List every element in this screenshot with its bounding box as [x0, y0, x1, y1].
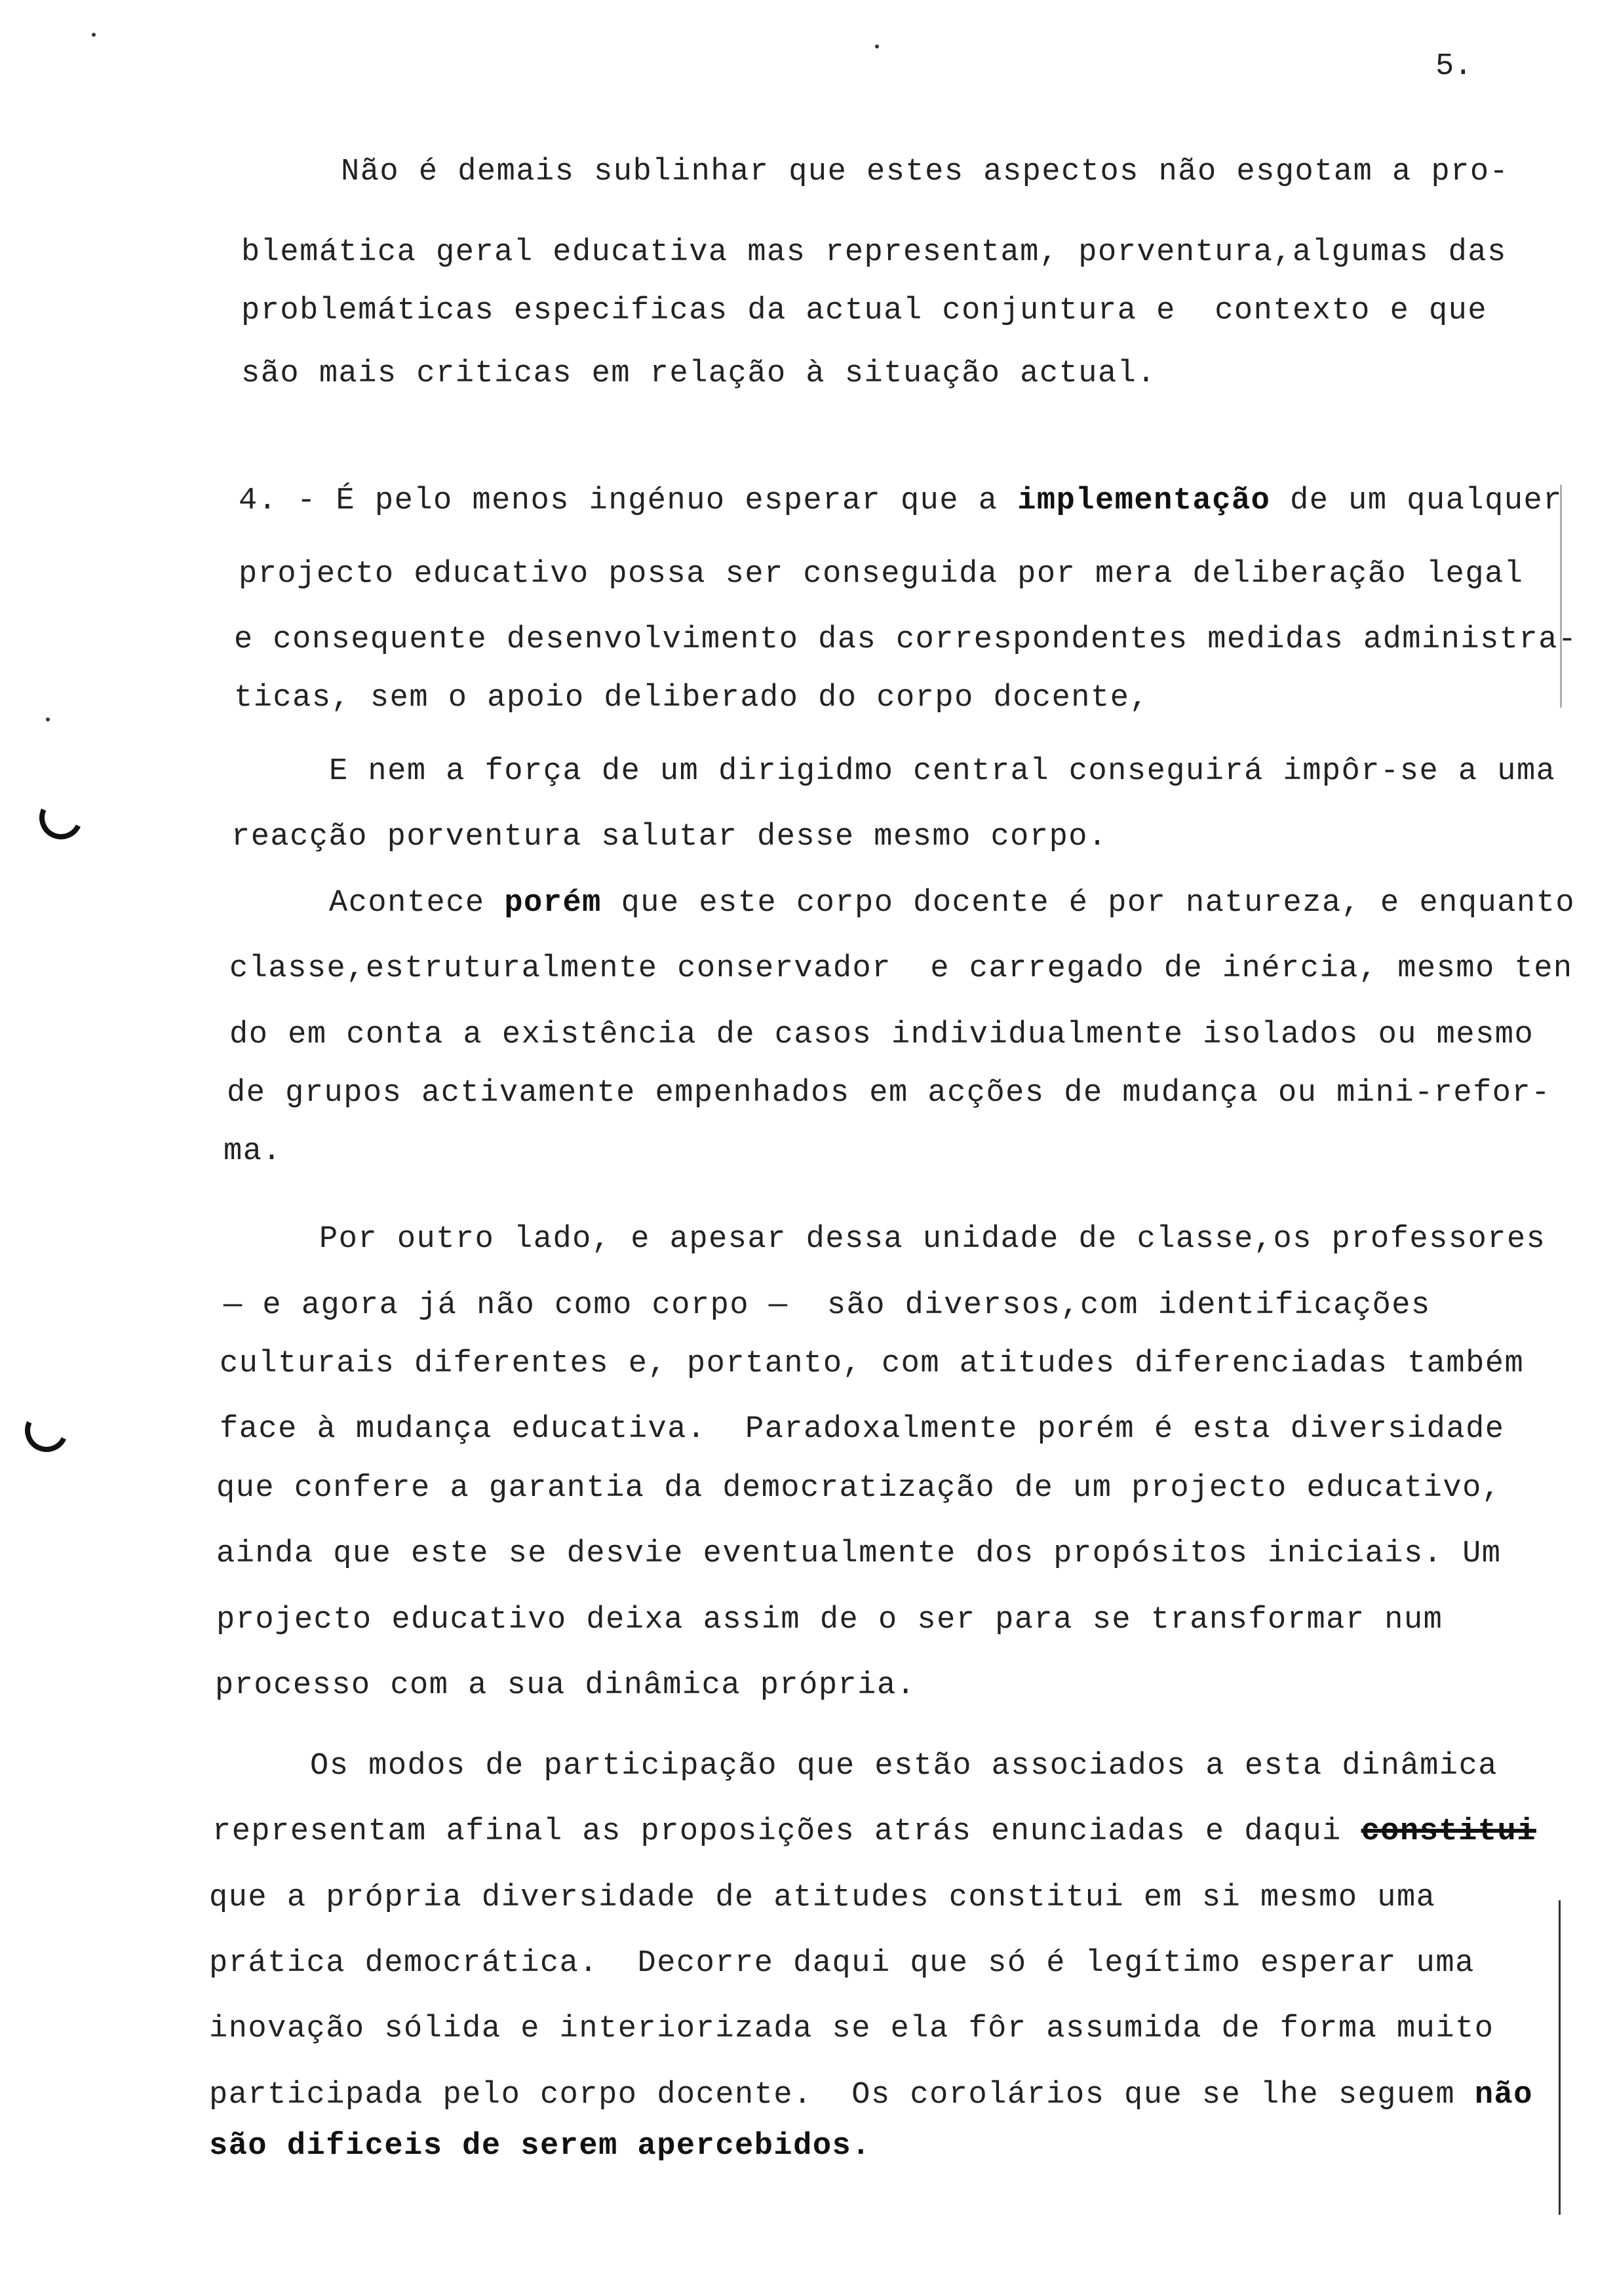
text-line	[216, 1603, 1443, 1637]
text-line	[229, 1018, 1534, 1052]
speck	[92, 33, 96, 37]
text-segment: representam afinal as proposições atrás enunciadas e daqui	[212, 1814, 1361, 1849]
margin-mark	[33, 790, 89, 846]
text-line	[216, 1471, 1502, 1506]
text-segment: ticas, sem o apoio deliberado do corpo docente,	[234, 681, 1150, 716]
text-line	[220, 1412, 1505, 1447]
text-line	[209, 1881, 1435, 1915]
text-line	[215, 1668, 916, 1703]
text-segment: projecto educativo deixa assim de o ser para se transformar num	[216, 1603, 1443, 1637]
text-segment: Por outro lado, e apesar dessa unidade de classe,os professores	[319, 1222, 1546, 1257]
text-segment: classe,estruturalmente conservador e carregado de inércia, mesmo ten	[229, 951, 1573, 986]
text-segment: Os modos de participação que estão associados a esta dinâmica	[310, 1749, 1498, 1784]
text-segment: de um qualquer	[1270, 484, 1563, 518]
text-line	[209, 1946, 1475, 1981]
text-segment: projecto educativo possa ser conseguida por mera deliberação legal	[239, 557, 1524, 592]
text-segment: ma.	[224, 1134, 282, 1169]
text-line	[216, 1537, 1502, 1571]
page-number: 5.	[1435, 49, 1473, 84]
text-segment: que confere a garantia da democratização de um projecto educativo,	[216, 1471, 1502, 1506]
text-line	[220, 1347, 1524, 1381]
text-line	[234, 622, 1578, 657]
text-line	[224, 1288, 1431, 1323]
text-segment: culturais diferentes e, portanto, com atitudes diferenciadas também	[220, 1347, 1525, 1381]
text-line	[212, 1814, 1536, 1849]
text-segment: blemática geral educativa mas representam, porventura,algumas das	[241, 235, 1507, 270]
text-line	[209, 2129, 871, 2164]
margin-line	[1559, 1900, 1561, 2215]
text-line	[319, 1222, 1546, 1257]
text-segment: participada pelo corpo docente. Os corolários que se lhe seguem	[209, 2078, 1475, 2113]
text-segment: são dificeis de serem apercebidos.	[209, 2129, 871, 2164]
text-segment: que a própria diversidade de atitudes constitui em si mesmo uma	[209, 1881, 1436, 1915]
text-segment: do em conta a existência de casos individualmente isolados ou mesmo	[229, 1018, 1534, 1052]
speck	[46, 718, 50, 721]
text-line	[329, 886, 1575, 921]
text-segment: não	[1474, 2078, 1533, 2113]
text-segment: face à mudança educativa. Paradoxalmente porém é esta diversidade	[220, 1412, 1505, 1447]
text-line	[229, 951, 1573, 986]
text-line	[227, 1076, 1551, 1111]
text-line	[209, 2012, 1494, 2046]
text-segment: — e agora já não como corpo — são diversos,com identificações	[224, 1288, 1431, 1323]
margin-line	[1560, 485, 1562, 708]
struck-word: constitui	[1361, 1814, 1536, 1849]
text-line	[310, 1749, 1498, 1784]
text-segment: E nem a força de um dirigidmo central conseguirá impôr-se a uma	[329, 754, 1556, 789]
text-segment: problemáticas especificas da actual conjuntura e contexto e que	[241, 294, 1488, 328]
speck	[875, 45, 879, 48]
text-line	[239, 557, 1524, 592]
text-line	[241, 294, 1487, 328]
text-line	[231, 820, 1108, 854]
text-line	[239, 484, 1563, 518]
text-segment: ainda que este se desvie eventualmente dos propósitos iniciais. Um	[216, 1537, 1502, 1571]
text-segment: e consequente desenvolvimento das correspondentes medidas administra-	[234, 622, 1578, 657]
text-segment: reacção porventura salutar desse mesmo corpo.	[231, 820, 1108, 854]
text-segment: prática democrática. Decorre daqui que só é legítimo esperar uma	[209, 1946, 1475, 1981]
text-segment: de grupos activamente empenhados em acções de mudança ou mini-refor-	[227, 1076, 1551, 1111]
text-line	[341, 155, 1509, 189]
text-line	[224, 1134, 282, 1169]
text-segment: processo com a sua dinâmica própria.	[215, 1668, 916, 1703]
text-segment: inovação sólida e interiorizada se ela fôr assumida de forma muito	[209, 2012, 1494, 2046]
text-segment: Acontece	[329, 886, 505, 921]
text-line	[234, 681, 1149, 716]
text-line	[209, 2078, 1533, 2113]
text-segment: 4. - É pelo menos ingénuo esperar que a	[239, 484, 1018, 518]
text-segment: porém	[504, 886, 602, 921]
text-segment: são mais criticas em relação à situação actual.	[241, 356, 1157, 391]
text-segment: que este corpo docente é por natureza, e enquanto	[601, 886, 1576, 921]
text-segment: Não é demais sublinhar que estes aspectos não esgotam a pro-	[341, 155, 1509, 189]
margin-mark	[19, 1403, 75, 1459]
text-line	[329, 754, 1555, 789]
text-line	[241, 356, 1156, 391]
text-segment: implementação	[1017, 484, 1271, 518]
text-line	[241, 235, 1507, 270]
